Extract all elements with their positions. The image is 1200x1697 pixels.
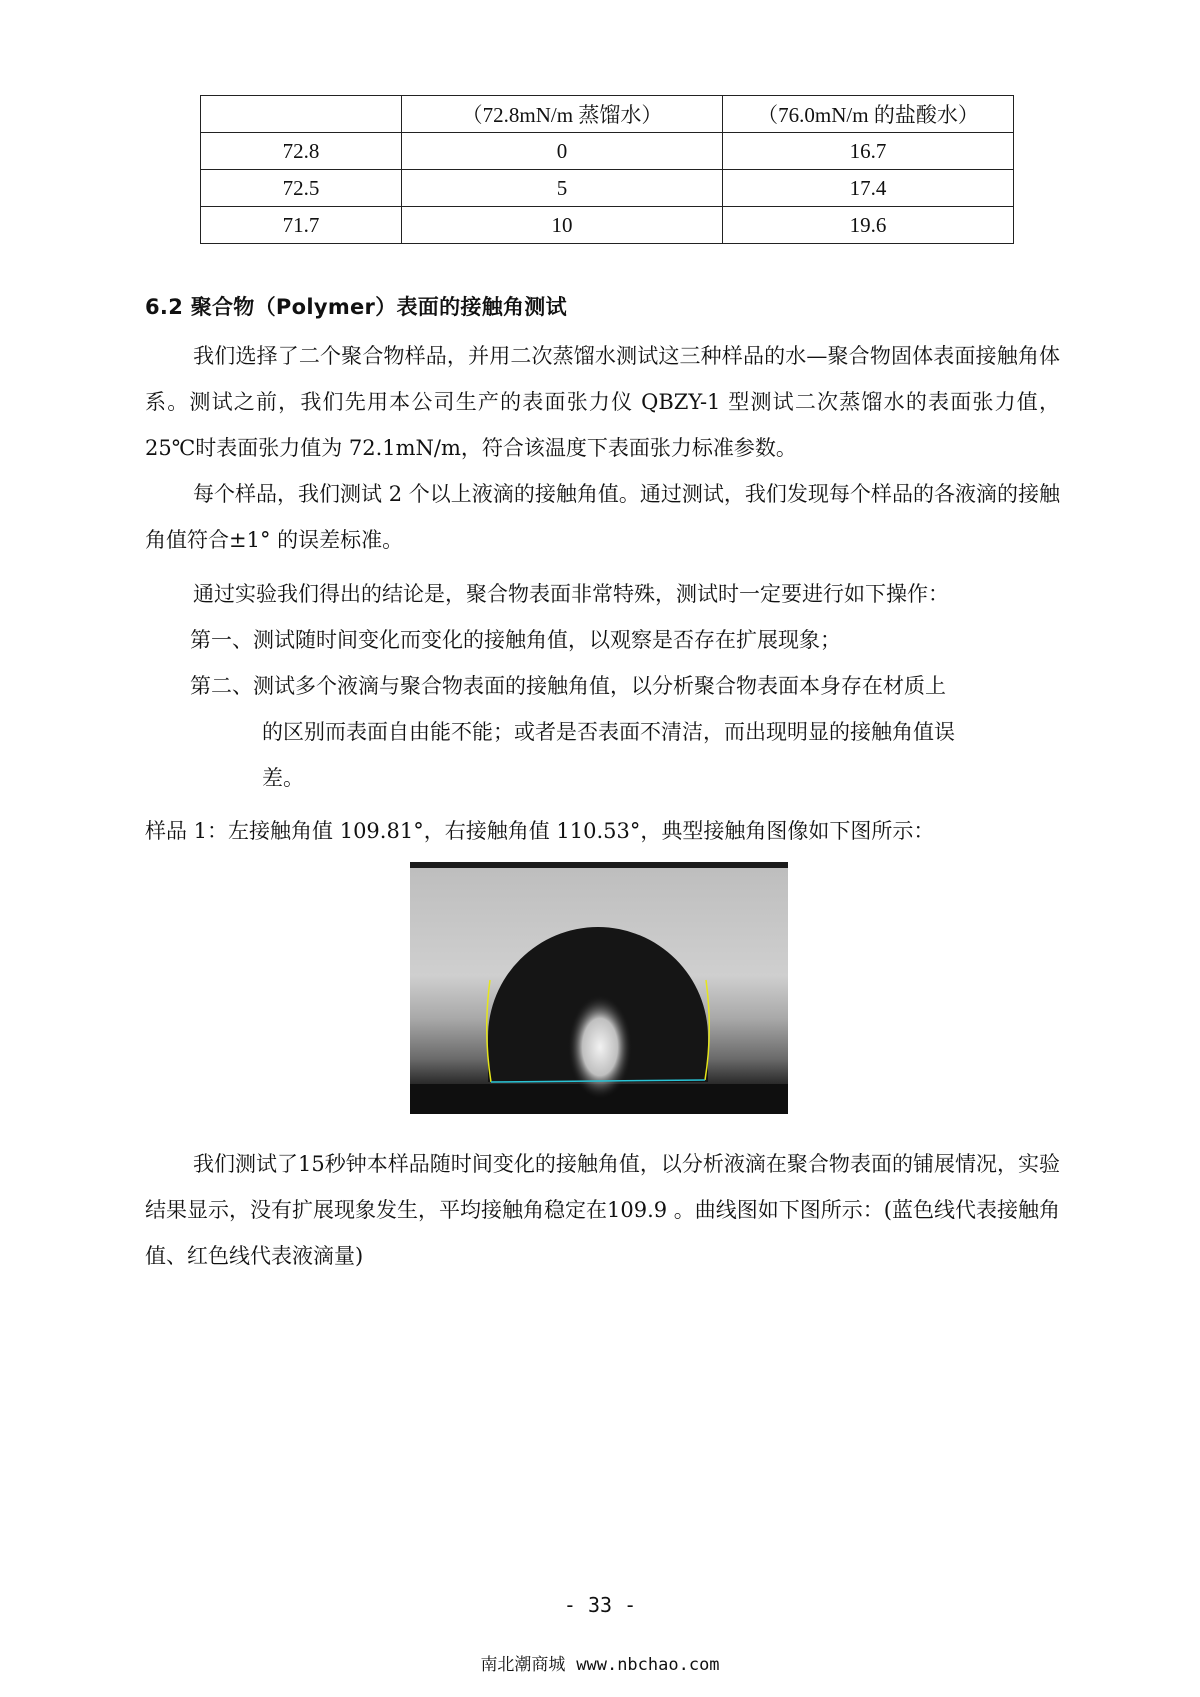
table-row — [201, 170, 1014, 207]
table-cell: 72.8 — [201, 133, 402, 170]
table-cell: 72.5 — [201, 170, 402, 207]
table-row — [201, 133, 1014, 170]
paragraph-text: 每个样品，我们测试 2 个以上液滴的接触角值。通过测试，我们发现每个样品的各液滴的接触角值符合±1° 的误差标准。 — [145, 482, 1060, 552]
table-cell: 71.7 — [201, 207, 402, 244]
section-heading: 6.2 聚合物（Polymer）表面的接触角测试 — [145, 295, 567, 319]
page-number: - 33 - — [563, 1593, 637, 1617]
footer-brand: 南北潮商城 — [480, 1655, 566, 1675]
paragraph-text: 我们选择了二个聚合物样品，并用二次蒸馏水测试这三种样品的水—聚合物固体表面接触角体系。测试之前，我们先用本公司生产的表面张力仪 QBZY-1 型测试二次蒸馏水的表面张力值，25℃时表面张力值为 72.1mN/m，符合该温度下表面张力标准参数。 — [145, 344, 1060, 460]
paragraph-measurement — [145, 471, 1060, 563]
droplet-photo-icon — [410, 862, 788, 1114]
table-cell: 19.6 — [723, 207, 1014, 244]
table-header-cell: （72.8mN/m 蒸馏水） — [402, 96, 723, 133]
table-cell: 16.7 — [723, 133, 1014, 170]
table-cell: 17.4 — [723, 170, 1014, 207]
paragraph-text: 我们测试了15秒钟本样品随时间变化的接触角值，以分析液滴在聚合物表面的铺展情况，实验结果显示，没有扩展现象发生，平均接触角稳定在109.9 。曲线图如下图所示：(蓝色线代表接触角值、红色线代表液滴量) — [145, 1152, 1060, 1268]
table-row — [201, 207, 1014, 244]
page-footer — [0, 1650, 1200, 1675]
footer-url[interactable]: www.nbchao.com — [576, 1655, 720, 1675]
paragraph-intro — [145, 333, 1060, 471]
table-header-row — [201, 96, 1014, 133]
paragraph-conclusion: 通过实验我们得出的结论是，聚合物表面非常特殊，测试时一定要进行如下操作： — [193, 582, 949, 606]
droplet-photo — [410, 862, 788, 1114]
list-item-first: 第一、测试随时间变化而变化的接触角值，以观察是否存在扩展现象； — [190, 628, 841, 652]
table-cell: 5 — [402, 170, 723, 207]
list-item-second-cont: 的区别而表面自由能不能；或者是否表面不清洁，而出现明显的接触角值误 — [262, 720, 955, 744]
paragraph-results — [145, 1141, 1060, 1279]
sample-caption: 样品 1：左接触角值 109.81°，右接触角值 110.53°，典型接触角图像如下图所示： — [145, 819, 935, 843]
table-header-cell — [201, 96, 402, 133]
table-cell: 0 — [402, 133, 723, 170]
table-cell: 10 — [402, 207, 723, 244]
list-item-second: 第二、测试多个液滴与聚合物表面的接触角值，以分析聚合物表面本身存在材质上 — [190, 674, 946, 698]
surface-tension-table — [200, 95, 1014, 244]
table-header-cell: （76.0mN/m 的盐酸水） — [723, 96, 1014, 133]
list-item-second-end: 差。 — [262, 766, 304, 790]
